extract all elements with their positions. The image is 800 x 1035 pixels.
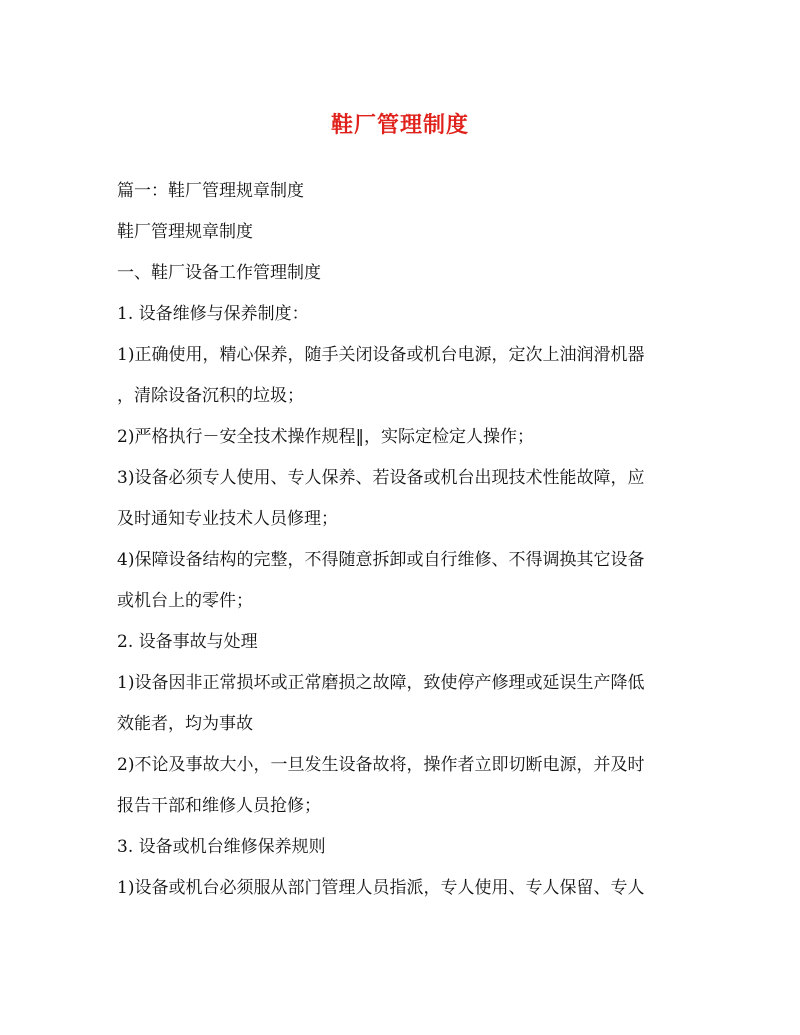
body-line: 1. 设备维修与保养制度： — [117, 304, 309, 324]
body-line: 效能者，均为事故 — [117, 714, 253, 734]
body-line: ，清除设备沉积的垃圾； — [117, 386, 304, 406]
body-line: 鞋厂管理规章制度 — [117, 222, 253, 242]
body-line: 3)设备必须专人使用、专人保养、若设备或机台出现技术性能故障，应 — [117, 468, 645, 488]
body-line: 1)正确使用，精心保养，随手关闭设备或机台电源，定次上油润滑机器 — [117, 345, 645, 365]
body-line: 及时通知专业技术人员修理； — [117, 509, 338, 529]
body-line: 一、鞋厂设备工作管理制度 — [117, 263, 321, 283]
body-line: 或机台上的零件； — [117, 591, 253, 611]
document-body — [117, 181, 687, 919]
body-line: 4)保障设备结构的完整，不得随意拆卸或自行维修、不得调换其它设备 — [117, 550, 645, 570]
body-line: 2)严格执行－安全技术操作规程‖，实际定检定人操作； — [117, 427, 534, 447]
document-title: 鞋厂管理制度 — [330, 112, 469, 138]
body-line: 1)设备或机台必须服从部门管理人员指派，专人使用、专人保留、专人 — [117, 878, 645, 898]
body-line: 2. 设备事故与处理 — [117, 632, 258, 652]
body-line: 3. 设备或机台维修保养规则 — [117, 837, 326, 857]
body-line: 篇一：鞋厂管理规章制度 — [117, 181, 304, 201]
body-line: 1)设备因非正常损坏或正常磨损之故障，致使停产修理或延误生产降低 — [117, 673, 645, 693]
body-line: 2)不论及事故大小，一旦发生设备故将，操作者立即切断电源，并及时 — [117, 755, 645, 775]
body-line: 报告干部和维修人员抢修； — [117, 796, 321, 816]
